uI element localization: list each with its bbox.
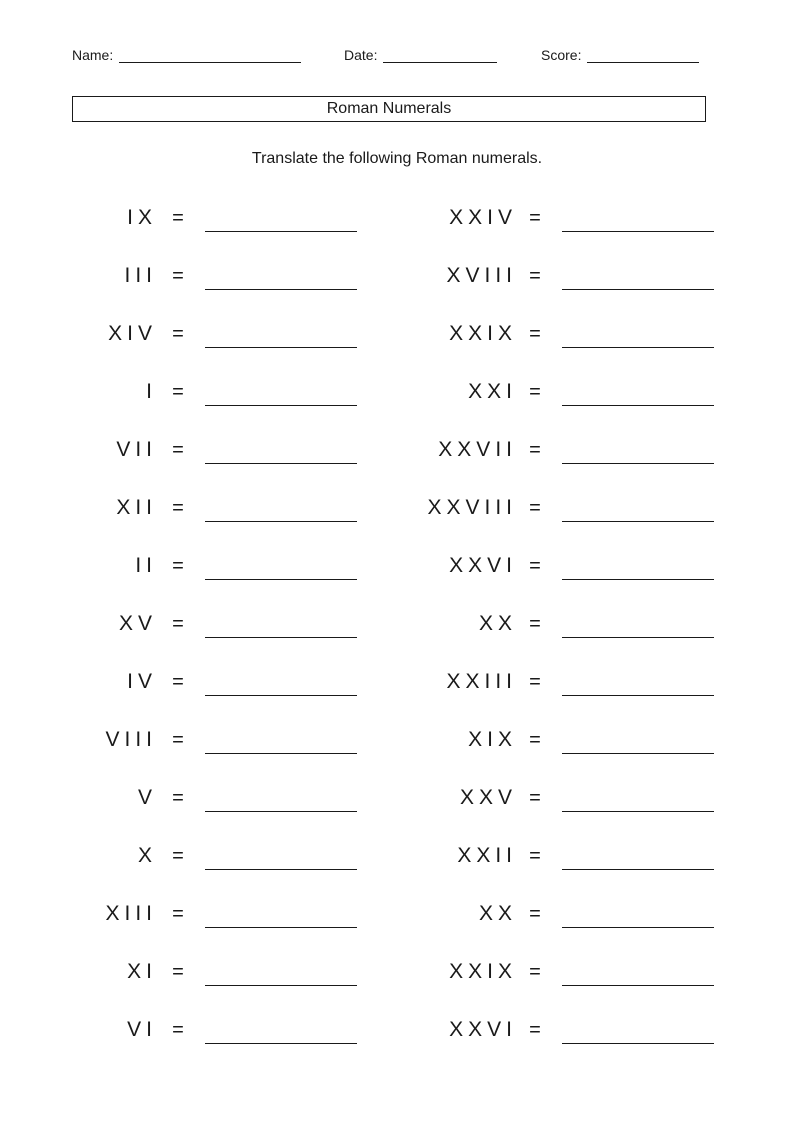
- answer-line[interactable]: [205, 637, 357, 638]
- equals-sign: =: [529, 381, 541, 403]
- equals-sign: =: [529, 787, 541, 809]
- score-label: Score:: [541, 47, 582, 63]
- answer-line[interactable]: [562, 463, 714, 464]
- roman-numeral: X: [137, 844, 157, 867]
- answer-line[interactable]: [205, 985, 357, 986]
- answer-line[interactable]: [562, 985, 714, 986]
- answer-line[interactable]: [205, 405, 357, 406]
- equals-sign: =: [172, 207, 184, 229]
- answer-line[interactable]: [205, 521, 357, 522]
- equals-sign: =: [529, 555, 541, 577]
- equals-sign: =: [529, 265, 541, 287]
- equals-sign: =: [172, 323, 184, 345]
- roman-numeral: V: [137, 786, 157, 809]
- equals-sign: =: [172, 439, 184, 461]
- equals-sign: =: [529, 845, 541, 867]
- roman-numeral: XXI: [468, 380, 517, 403]
- roman-numeral: XIV: [108, 322, 157, 345]
- roman-numeral: XX: [478, 612, 517, 635]
- answer-line[interactable]: [562, 405, 714, 406]
- date-label: Date:: [344, 47, 378, 63]
- equals-sign: =: [172, 961, 184, 983]
- answer-line[interactable]: [205, 695, 357, 696]
- roman-numeral: II: [135, 554, 157, 577]
- roman-numeral: XXV: [459, 786, 517, 809]
- equals-sign: =: [529, 961, 541, 983]
- answer-line[interactable]: [562, 347, 714, 348]
- roman-numeral: VI: [127, 1018, 157, 1041]
- answer-line[interactable]: [205, 579, 357, 580]
- equals-sign: =: [529, 729, 541, 751]
- equals-sign: =: [529, 207, 541, 229]
- answer-line[interactable]: [205, 289, 357, 290]
- roman-numeral: VIII: [105, 728, 157, 751]
- equals-sign: =: [172, 729, 184, 751]
- answer-line[interactable]: [205, 231, 357, 232]
- answer-line[interactable]: [562, 637, 714, 638]
- answer-line[interactable]: [562, 927, 714, 928]
- answer-line[interactable]: [562, 579, 714, 580]
- answer-line[interactable]: [562, 521, 714, 522]
- equals-sign: =: [172, 555, 184, 577]
- equals-sign: =: [529, 497, 541, 519]
- score-field: [541, 46, 699, 63]
- name-field: [72, 46, 301, 63]
- roman-numeral: XXIV: [449, 206, 517, 229]
- roman-numeral: XXII: [457, 844, 517, 867]
- worksheet-title: Roman Numerals: [72, 96, 706, 122]
- answer-line[interactable]: [562, 695, 714, 696]
- date-field: [344, 46, 497, 63]
- header-row: [72, 46, 706, 68]
- answer-line[interactable]: [562, 869, 714, 870]
- equals-sign: =: [172, 845, 184, 867]
- roman-numeral: III: [124, 264, 157, 287]
- roman-numeral: I: [146, 380, 157, 403]
- answer-line[interactable]: [562, 753, 714, 754]
- roman-numeral: XXVI: [449, 1018, 517, 1041]
- roman-numeral: XXIX: [449, 322, 517, 345]
- roman-numeral: XXVII: [438, 438, 517, 461]
- equals-sign: =: [172, 265, 184, 287]
- equals-sign: =: [529, 439, 541, 461]
- answer-line[interactable]: [205, 347, 357, 348]
- roman-numeral: VII: [116, 438, 157, 461]
- roman-numeral: XIII: [105, 902, 157, 925]
- answer-line[interactable]: [562, 1043, 714, 1044]
- roman-numeral: IX: [127, 206, 157, 229]
- roman-numeral: XV: [118, 612, 157, 635]
- roman-numeral: XIX: [468, 728, 517, 751]
- answer-line[interactable]: [205, 811, 357, 812]
- equals-sign: =: [529, 613, 541, 635]
- name-label: Name:: [72, 47, 114, 63]
- roman-numeral: XII: [116, 496, 157, 519]
- name-blank[interactable]: [119, 46, 301, 63]
- equals-sign: =: [172, 497, 184, 519]
- roman-numeral: XXVI: [449, 554, 517, 577]
- equals-sign: =: [172, 671, 184, 693]
- roman-numeral: XXVIII: [427, 496, 517, 519]
- answer-line[interactable]: [205, 753, 357, 754]
- date-blank[interactable]: [383, 46, 497, 63]
- equals-sign: =: [172, 1019, 184, 1041]
- roman-numeral: XXIII: [446, 670, 517, 693]
- roman-numeral: XI: [127, 960, 157, 983]
- roman-numeral: XXIX: [449, 960, 517, 983]
- answer-line[interactable]: [205, 463, 357, 464]
- roman-numeral: IV: [127, 670, 157, 693]
- instructions: Translate the following Roman numerals.: [251, 150, 543, 167]
- answer-line[interactable]: [562, 811, 714, 812]
- score-blank[interactable]: [587, 46, 699, 63]
- roman-numeral: XVIII: [446, 264, 517, 287]
- equals-sign: =: [172, 903, 184, 925]
- answer-line[interactable]: [562, 289, 714, 290]
- equals-sign: =: [529, 1019, 541, 1041]
- equals-sign: =: [529, 323, 541, 345]
- answer-line[interactable]: [205, 1043, 357, 1044]
- equals-sign: =: [172, 613, 184, 635]
- roman-numeral: XX: [478, 902, 517, 925]
- answer-line[interactable]: [205, 927, 357, 928]
- equals-sign: =: [172, 787, 184, 809]
- equals-sign: =: [172, 381, 184, 403]
- equals-sign: =: [529, 903, 541, 925]
- answer-line[interactable]: [562, 231, 714, 232]
- answer-line[interactable]: [205, 869, 357, 870]
- equals-sign: =: [529, 671, 541, 693]
